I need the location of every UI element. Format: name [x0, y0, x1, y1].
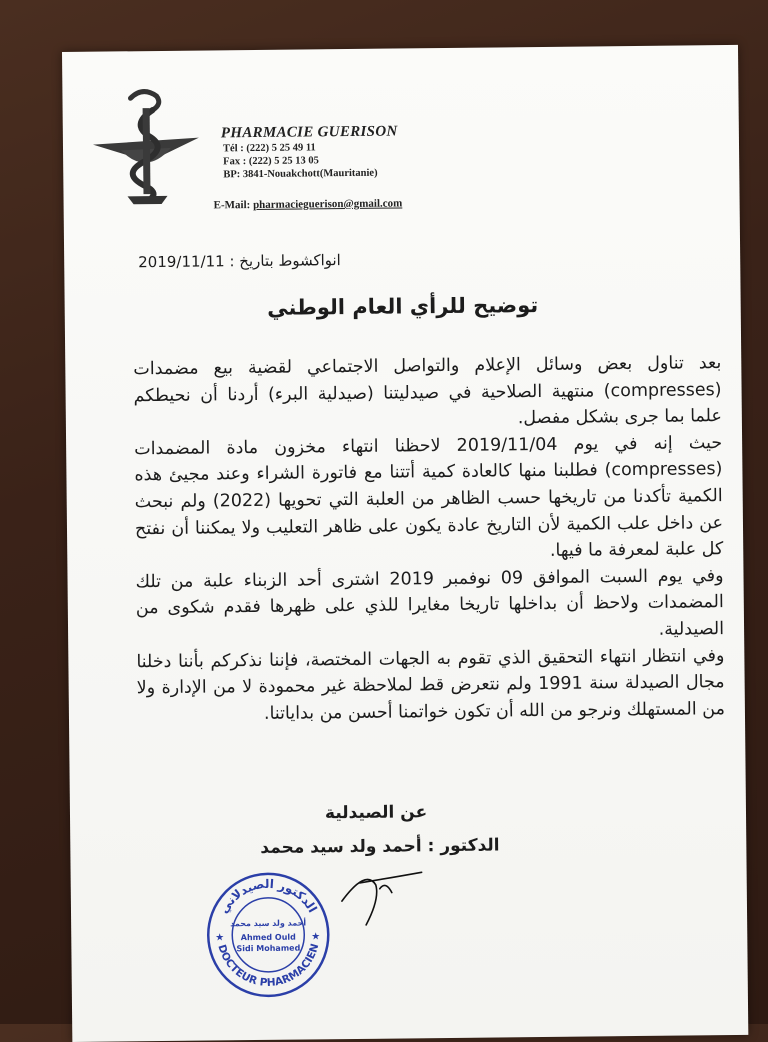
stamp-french-name-2: Sidi Mohamed [236, 943, 301, 954]
pharmacist-stamp [203, 869, 334, 1000]
phone-number: Tél : (222) 5 25 49 11 [222, 142, 316, 155]
paragraph-2: حيث إنه في يوم 2019/11/04 لاحظنا انتهاء مخزون مادة المضمدات (compresses) فطلبنا منها كالعادة كمية أتتنا مع فاتورة الشراء وعند مجيئ هذه الكمية تأكدنا من تاريخها حسب الظاهر من العلبة التي تحويها (2022) ولم نبحث عن داخل علب الكمية لأن التاريخ عادة يكون على ظاهر التعليب ولا يمكننا أن نفتح كل علبة لمعرفة ما فيها. [134, 432, 724, 562]
paragraph-1: بعد تناول بعض وسائل الإعلام والتواصل الاجتماعي لقضية بيع مضمدات (compresses) منتهية الصلاحية في صيدليتنا (صيدلية البرء) أردنا أن نحيطكم علما بما جرى بشكل مفصل. [133, 353, 722, 429]
pharmacy-name: PHARMACIE GUERISON [220, 123, 398, 142]
fax-number: Fax : (222) 5 25 13 05 [223, 155, 319, 168]
handwritten-signature [335, 858, 426, 934]
stamp-star-right-icon: ★ [311, 931, 321, 943]
email-label: E-Mail: [213, 199, 251, 212]
date-line: انواكشوط بتاريخ : 2019/11/11 [138, 251, 341, 272]
stamp-french-title: DOCTEUR PHARMACIEN [215, 942, 322, 990]
letter-title: توضيح للرأي العام الوطني [267, 293, 539, 320]
paragraph-3: وفي يوم السبت الموافق 09 نوفمبر 2019 اشترى أحد الزبناء علبة من تلك المضمدات ولاحظ أن بداخلها تاريخا مغايرا للذي على ظهرها فقدم شكوى من الصيدلية. [135, 565, 725, 640]
letter-page [62, 45, 748, 1042]
stamp-arabic-name: أحمد ولد سيد محمد [230, 918, 307, 929]
paragraph-4: وفي انتظار انتهاء التحقيق الذي تقوم به الجهات المختصة، فإننا نذكركم بأننا دخلنا مجال الصيدلة سنة 1991 ولم نتعرض قط لملاحظة غير محمودة لا من الإدارة ولا من المستهلك ونرجو من الله أن تكون خواتمنا أحسن من بداياتنا. [136, 645, 726, 724]
signature-org: عن الصيدلية [324, 802, 428, 824]
caduceus-icon [90, 86, 201, 207]
postal-address: BP: 3841-Nouakchott(Mauritanie) [223, 167, 378, 181]
email-line [214, 197, 403, 211]
letterhead [221, 123, 398, 181]
signatory-name: الدكتور : أحمد ولد سيد محمد [260, 835, 500, 858]
svg-text:الدكتور الصيدلاني [216, 876, 320, 916]
letter-body [133, 350, 725, 728]
email-address: pharmacieguerison@gmail.com [252, 197, 403, 212]
stamp-arabic-title: الدكتور الصيدلاني [216, 876, 320, 916]
stamp-star-left-icon: ★ [215, 932, 225, 944]
stamp-french-name-1: Ahmed Ould [240, 932, 296, 943]
